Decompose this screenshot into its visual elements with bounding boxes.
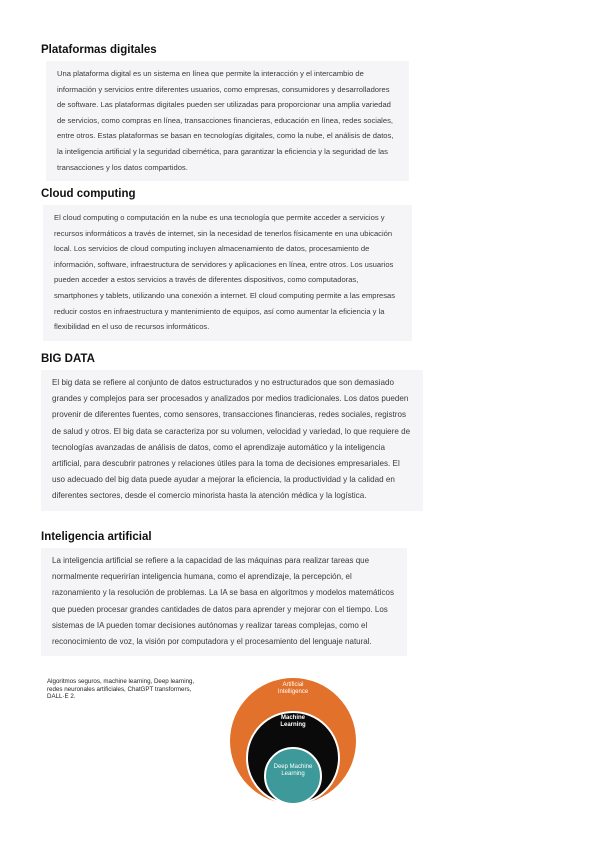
section-inteligencia-artificial: [41, 530, 407, 656]
section-title: Plataformas digitales: [41, 44, 157, 56]
section-body-box: [41, 548, 407, 656]
section-title: BIG DATA: [41, 353, 95, 365]
section-plataformas-digitales: [41, 43, 409, 181]
section-body: Una plataforma digital es un sistema en línea que permite la interacción y el intercambio de información y servicios entre diferentes usuarios, como empresas, consumidores y desarrolladores de software. Las plataformas digitales pueden ser utilizadas para proporcionar una amplia variedad de servicios, como compras en línea, transacciones financieras, educación en línea, redes sociales, entre otros. Estas plataformas se basan en tecnologías digitales, como la nube, el análisis de datos, la inteligencia artificial y la seguridad cibernética, para garantizar la eficiencia y la seguridad de las transacciones y los datos compartidos.: [57, 69, 394, 172]
nested-circles-diagram: [229, 672, 357, 810]
section-body-box: [43, 205, 412, 341]
section-body-box: [46, 61, 409, 181]
section-body: La inteligencia artificial se refiere a la capacidad de las máquinas para realizar tareas que normalmente requerirían inteligencia humana, como el aprendizaje, la percepción, el razonamiento y la resolución de problemas. La IA se basa en algoritmos y modelos matemáticos que pueden procesar grandes cantidades de datos para aprender y mejorar con el tiempo. Los sistemas de IA pueden tomar decisiones autónomas y realizar tareas complejas, como el reconocimiento de voz, la visión por computadora y el procesamiento del lenguaje natural.: [52, 556, 394, 647]
section-body: El big data se refiere al conjunto de datos estructurados y no estructurados que son demasiado grandes y complejos para ser procesados y analizados por medios tradicionales. Los datos pueden provenir de diferentes fuentes, como sensores, transacciones financieras, redes sociales, registros de salud y otros. El big data se caracteriza por su volumen, velocidad y variedad, lo que requiere de tecnologías avanzadas de análisis de datos, como el aprendizaje automático y la inteligencia artificial, para descubrir patrones y relaciones útiles para la toma de decisiones empresariales. El uso adecuado del big data puede ayudar a mejorar la eficiencia, la productividad y la calidad en diferentes sectores, desde el comercio minorista hasta la atención médica y la logística.: [52, 378, 411, 501]
ai-ml-dl-diagram: [229, 672, 357, 810]
section-title: Cloud computing: [41, 188, 136, 200]
section-body: El cloud computing o computación en la nube es una tecnología que permite acceder a servicios y recursos informáticos a través de internet, sin la necesidad de tenerlos físicamente en una ubicación local. Los servicios de cloud computing incluyen almacenamiento de datos, procesamiento de información, software, infraestructura de servidores y aplicaciones en línea, entre otros. Los usuarios pueden acceder a estos servicios a través de diferentes dispositivos, como computadoras, smartphones y tablets, utilizando una conexión a internet. El cloud computing permite a las empresas reducir costos en infraestructura y mantenimiento de equipos, así como aumentar la eficiencia y la flexibilidad en el uso de recursos informáticos.: [54, 213, 396, 332]
section-big-data: [41, 352, 423, 511]
section-title: Inteligencia artificial: [41, 531, 152, 543]
section-body-box: [41, 370, 423, 511]
section-cloud-computing: [41, 187, 412, 341]
outer-label: Artificial Intelligence: [277, 682, 309, 695]
middle-label: Machine Learning: [280, 715, 306, 728]
inner-label: Deep Machine Learning: [273, 764, 313, 777]
diagram-caption: Algoritmos seguros, machine learning, Deep learning, redes neuronales artificiales, ChatGPT transformers, DALL·E 2.: [47, 678, 195, 701]
